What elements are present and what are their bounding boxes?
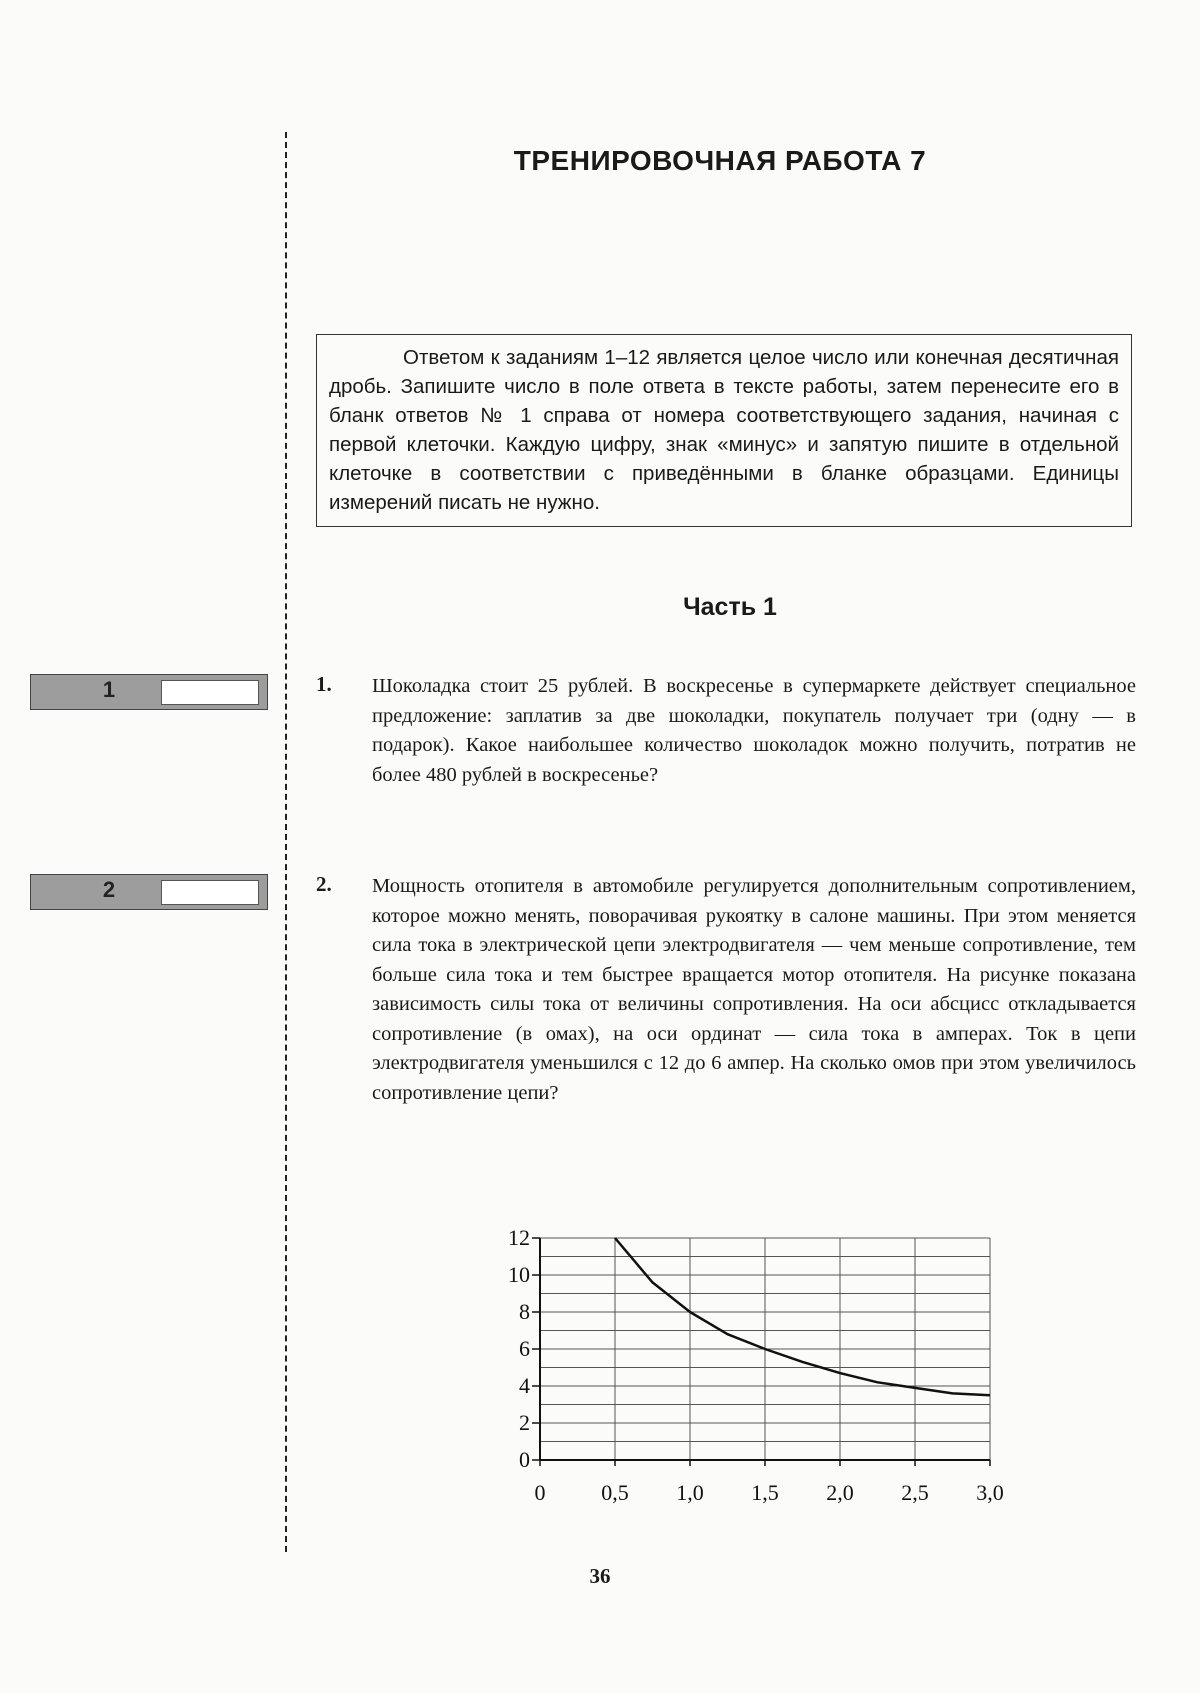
- x-tick-label: 2,5: [901, 1480, 929, 1505]
- x-tick-label: 1,5: [751, 1480, 779, 1505]
- x-tick-label: 1,0: [676, 1480, 704, 1505]
- y-tick-label: 12: [508, 1228, 530, 1250]
- series-line-current: [615, 1238, 990, 1395]
- y-tick-label: 4: [519, 1373, 530, 1398]
- y-tick-label: 10: [508, 1262, 530, 1287]
- instructions-box: Ответом к заданиям 1–12 является целое число или конечная десятичная дробь. Запишите число в поле ответа в тексте работы, затем перенесите его в бланк ответов № 1 справа от номера соответствующего задания, начиная с первой клеточки. Каждую цифру, знак «минус» и запятую пишите в отдельной клеточке в соответствии с приведёнными в бланке образцами. Единицы измерений писать не нужно.: [316, 334, 1132, 527]
- answer-field[interactable]: [161, 680, 259, 705]
- y-tick-label: 6: [519, 1336, 530, 1361]
- answer-box-number: 2: [102, 877, 116, 902]
- x-tick-label: 0: [534, 1480, 546, 1505]
- current-resistance-chart: [490, 1228, 1020, 1518]
- part-title: Часть 1: [683, 593, 777, 621]
- task-text: Мощность отопителя в автомобиле регулируется дополнительным сопротивлением, которое можно менять, поворачивая рукоятку в салоне машины. При этом меняется сила тока в электрической цепи электродвигателя — чем меньше сопротивление, тем больше сила тока и тем быстрее вращается мотор отопителя. На рисунке показана зависимость силы тока от величины сопротивления. На оси абсцисс откладывается сопротивление (в омах), на оси ординат — сила тока в амперах. Ток в цепи электродвигателя уменьшился с 12 до 6 ампер. На сколько омов при этом увеличилось сопротивление цепи?: [372, 875, 1136, 1104]
- y-tick-label: 2: [519, 1410, 530, 1435]
- task-number: 2.: [316, 872, 332, 896]
- task-text: Шоколадка стоит 25 рублей. В воскресенье в супермаркете действует специальное предложение: заплатив за две шоколадки, покупатель получает три (одну — в подарок). Какое наибольшее количество шоколадок можно получить, потратив не более 480 рублей в воскресенье?: [372, 675, 1136, 786]
- answer-box-1: [30, 674, 268, 710]
- answer-box-number: 1: [102, 677, 116, 702]
- task-number: 1.: [316, 672, 332, 696]
- page-title: ТРЕНИРОВОЧНАЯ РАБОТА 7: [513, 145, 927, 176]
- x-tick-label: 2,0: [826, 1480, 854, 1505]
- answer-field[interactable]: [161, 880, 259, 905]
- cut-line: [285, 132, 287, 1552]
- y-tick-label: 0: [519, 1447, 530, 1472]
- y-tick-label: 8: [519, 1299, 530, 1324]
- answer-box-2: [30, 874, 268, 910]
- page-number: 36: [589, 1564, 611, 1588]
- x-tick-label: 3,0: [976, 1480, 1004, 1505]
- x-tick-label: 0,5: [601, 1480, 629, 1505]
